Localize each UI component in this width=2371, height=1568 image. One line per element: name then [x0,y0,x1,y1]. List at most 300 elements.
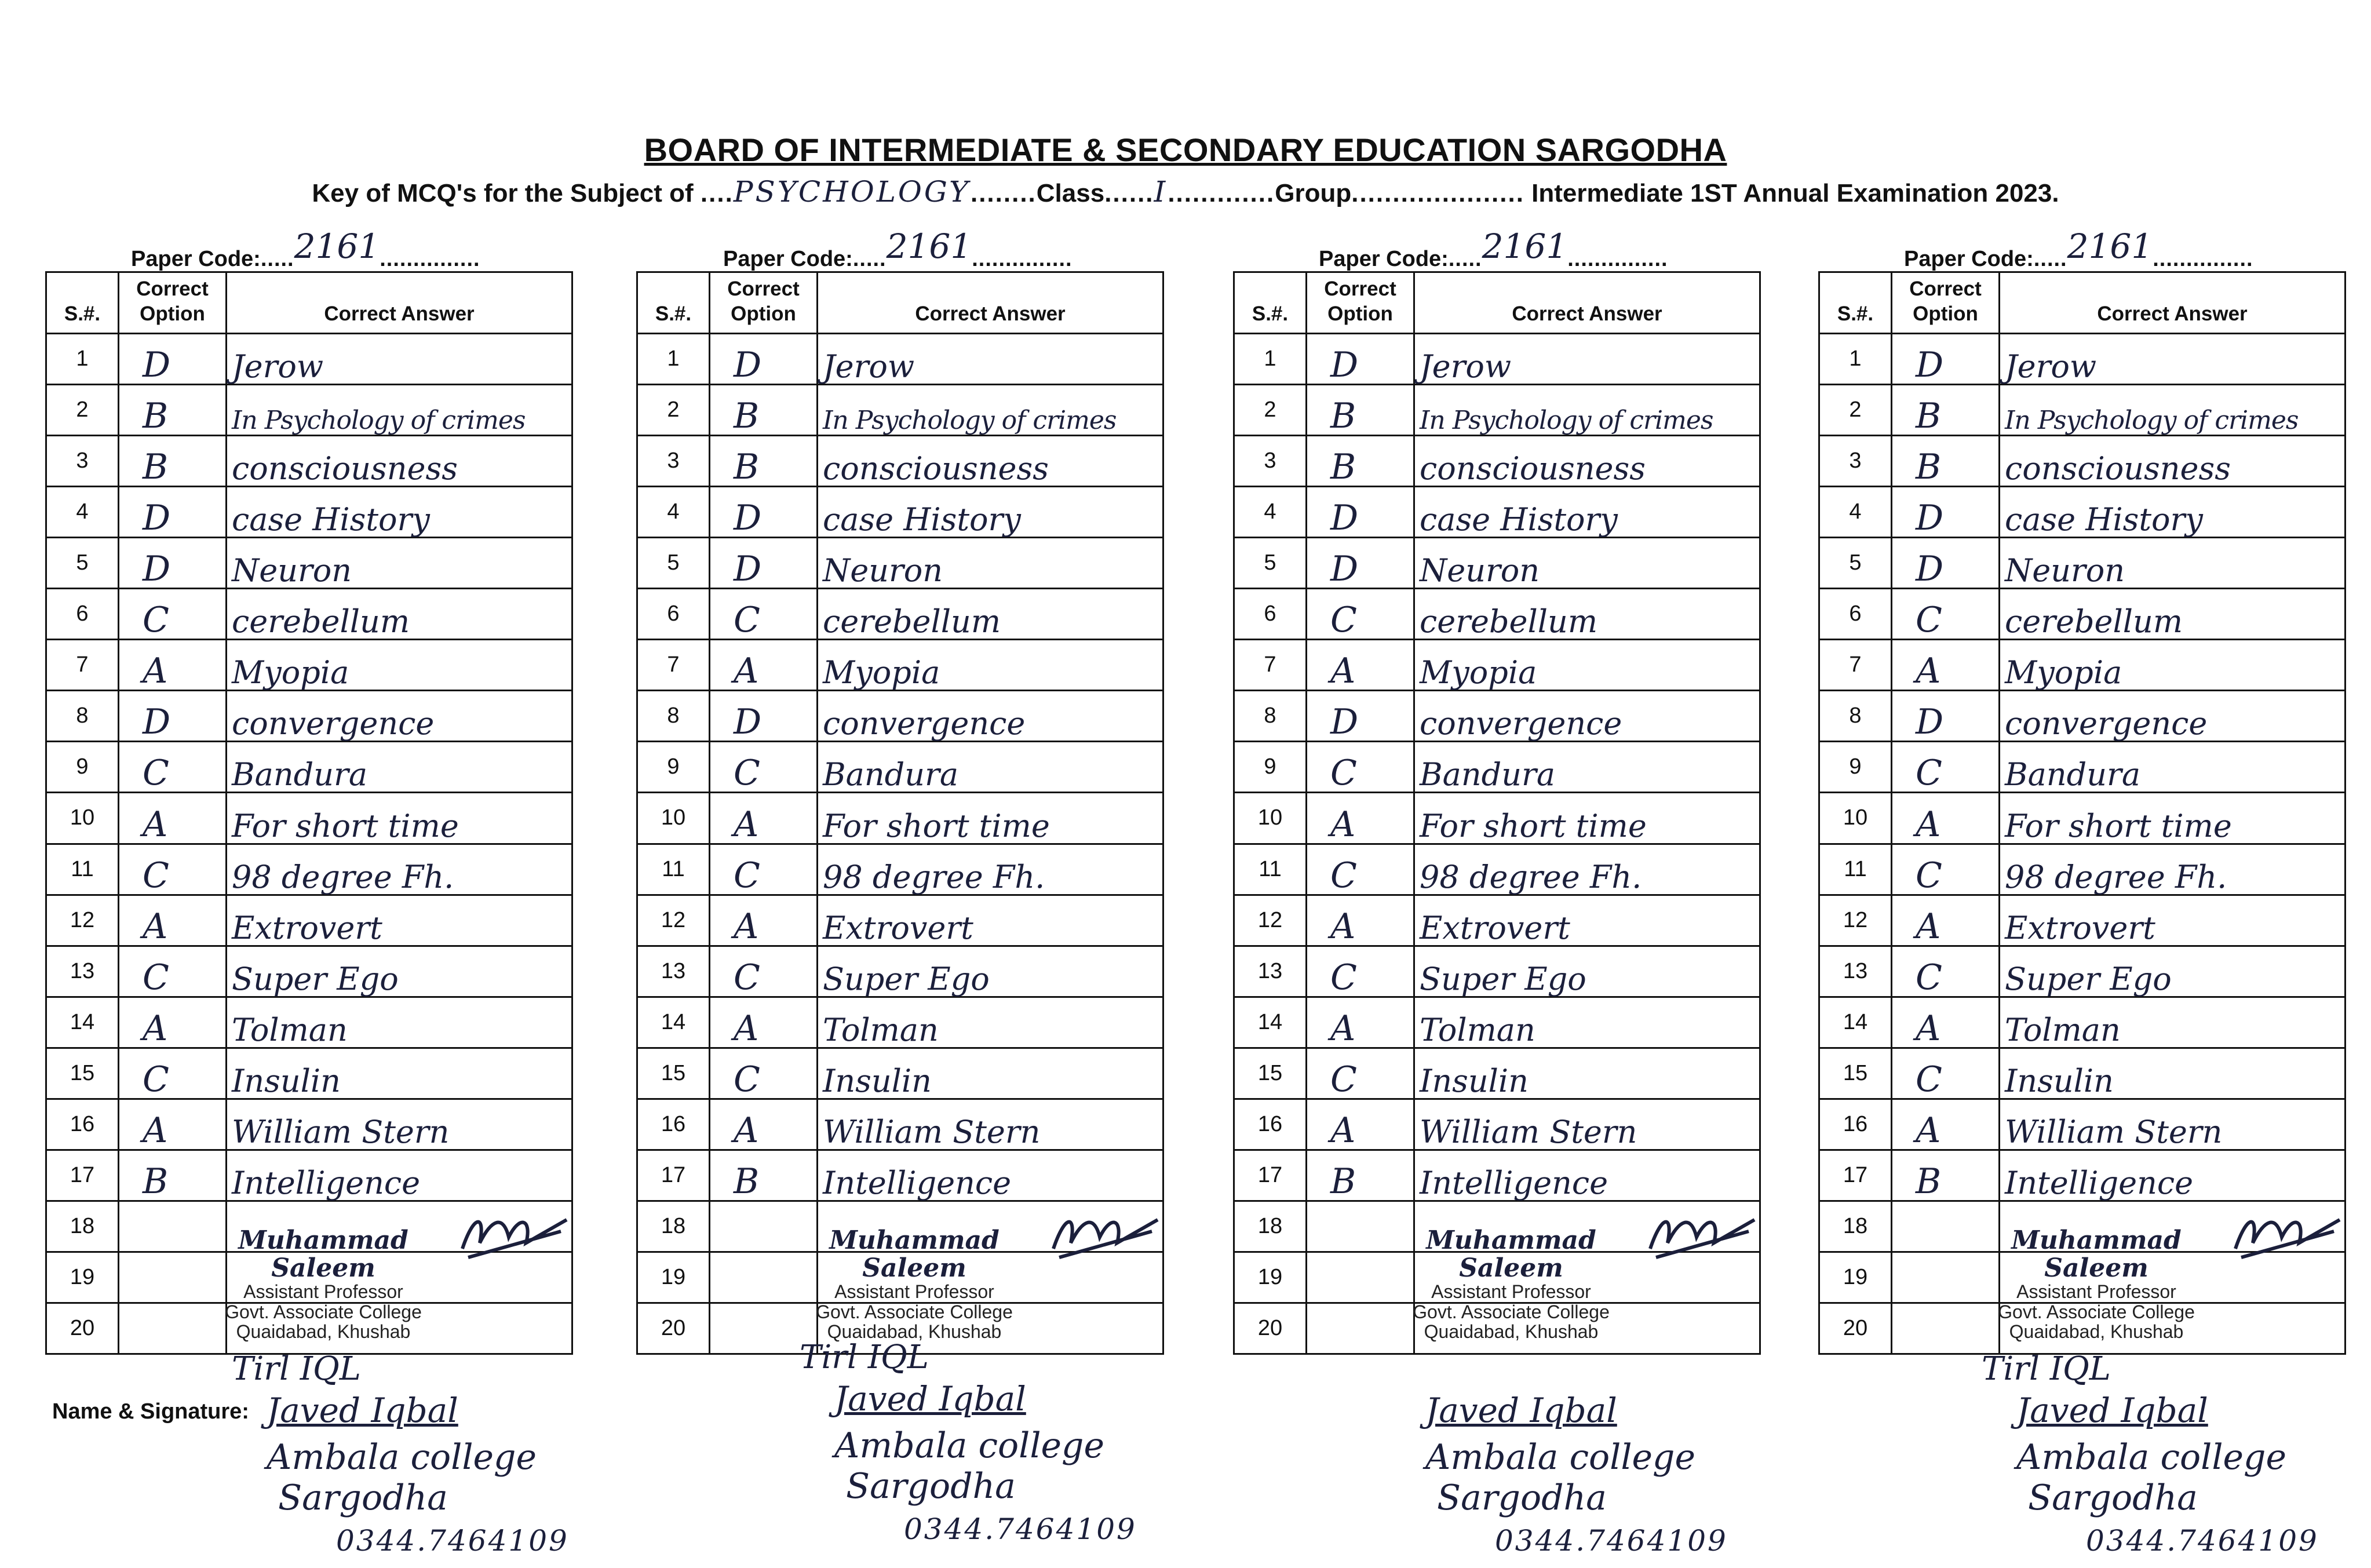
correct-option: A [119,640,227,691]
correct-answer: case History [2000,487,2346,538]
paper-code: Paper Code:.....2161............... [1904,227,2253,271]
serial-number: 2 [1234,385,1307,436]
header-correct-answer: Correct Answer [818,272,1163,334]
serial-number: 20 [46,1303,119,1354]
correct-answer: Intelligence [818,1150,1163,1201]
correct-answer: Insulin [227,1048,572,1099]
correct-answer: cerebellum [818,589,1163,640]
serial-number: 9 [1234,742,1307,793]
correct-answer: For short time [227,793,572,844]
serial-number: 11 [637,844,710,895]
stamp-signature-scribble [2230,1202,2346,1266]
serial-number: 12 [46,895,119,946]
serial-number: 8 [637,691,710,742]
correct-option: C [1307,1048,1414,1099]
serial-number: 3 [46,436,119,487]
correct-answer: Jerow [1414,334,1760,385]
table-row [637,640,1163,691]
correct-option: D [119,487,227,538]
serial-number: 20 [1819,1303,1892,1354]
correct-option: C [1307,742,1414,793]
correct-option: D [1307,334,1414,385]
correct-option: B [1307,1150,1414,1201]
correct-option: A [710,640,818,691]
correct-option: C [1892,742,2000,793]
table-row [1234,946,1760,997]
table-row [637,895,1163,946]
class-label: Class [1036,179,1105,207]
correct-option: D [1892,487,2000,538]
table-row [637,742,1163,793]
serial-number: 5 [637,538,710,589]
table-row [1234,1048,1760,1099]
serial-number: 15 [637,1048,710,1099]
correct-answer: consciousness [2000,436,2346,487]
correct-option: A [1307,895,1414,946]
serial-number: 10 [1819,793,1892,844]
correct-answer: Extrovert [1414,895,1760,946]
signature-name: Javed Iqbal [1425,1391,1617,1430]
serial-number: 7 [1819,640,1892,691]
stamp-designation: Assistant Professor [834,1281,994,1303]
table-row [1819,1150,2346,1201]
serial-number: 10 [637,793,710,844]
correct-answer: Intelligence [2000,1150,2346,1201]
signature-college: Ambala college [267,1437,537,1478]
correct-option: D [119,691,227,742]
table-row [1234,385,1760,436]
correct-option: D [1892,538,2000,589]
correct-answer: Insulin [1414,1048,1760,1099]
correct-answer: William Stern [2000,1099,2346,1150]
teacher-signature [1982,1350,2352,1565]
table-row [1819,640,2346,691]
table-row [1234,640,1760,691]
correct-answer: Super Ego [1414,946,1760,997]
correct-option: C [1307,844,1414,895]
table-row [637,589,1163,640]
signature-name: Javed Iqbal [834,1379,1026,1419]
serial-number: 1 [1819,334,1892,385]
serial-number: 8 [1819,691,1892,742]
table-row [637,1150,1163,1201]
serial-number: 5 [46,538,119,589]
serial-number: 19 [1234,1252,1307,1303]
serial-number: 9 [1819,742,1892,793]
table-row [1234,793,1760,844]
correct-option: C [1892,844,2000,895]
serial-number: 1 [1234,334,1307,385]
signature-initial: Tirl IQL [800,1339,929,1376]
stamp-location: Quaidabad, Khushab [827,1321,1002,1343]
table-row [46,385,572,436]
correct-answer: For short time [818,793,1163,844]
professor-stamp [1975,1227,2218,1342]
correct-answer: Super Ego [2000,946,2346,997]
correct-answer: convergence [227,691,572,742]
signature-phone: 0344.7464109 [2086,1524,2319,1558]
table-row [637,1099,1163,1150]
serial-number: 3 [637,436,710,487]
signature-college: Ambala college [1425,1437,1695,1478]
table-row [637,538,1163,589]
table-row [637,334,1163,385]
correct-answer: William Stern [1414,1099,1760,1150]
correct-option: B [1892,385,2000,436]
correct-answer: Super Ego [227,946,572,997]
teacher-signature [1391,1350,1761,1565]
correct-answer: case History [227,487,572,538]
serial-number: 15 [1819,1048,1892,1099]
paper-code: Paper Code:.....2161............... [723,227,1073,271]
answer-key-table [1233,271,1761,1355]
serial-number: 2 [1819,385,1892,436]
subject-value: PSYCHOLOGY [733,175,971,209]
correct-option: B [710,436,818,487]
serial-number: 8 [46,691,119,742]
correct-answer: convergence [1414,691,1760,742]
stamp-name: Muhammad Saleem [2011,1226,2182,1283]
serial-number: 18 [46,1201,119,1252]
signature-initial: Tirl IQL [232,1350,361,1388]
correct-answer: consciousness [227,436,572,487]
correct-option: D [1892,691,2000,742]
table-row [637,946,1163,997]
stamp-signature-scribble [1644,1202,1760,1266]
serial-number: 16 [1819,1099,1892,1150]
table-row [637,793,1163,844]
signature-college: Ambala college [834,1425,1104,1466]
correct-option: A [1892,793,2000,844]
answer-key-table [45,271,573,1355]
answer-key-table [636,271,1164,1355]
correct-answer: Myopia [2000,640,2346,691]
correct-option: B [710,1150,818,1201]
correct-answer: Bandura [818,742,1163,793]
serial-number: 6 [46,589,119,640]
correct-answer: 98 degree Fh. [2000,844,2346,895]
signature-name: Javed Iqbal [2016,1391,2208,1430]
correct-option: A [119,1099,227,1150]
correct-answer: consciousness [818,436,1163,487]
serial-number: 8 [1234,691,1307,742]
table-row [1234,334,1760,385]
serial-number: 6 [1234,589,1307,640]
paper-code: Paper Code:.....2161............... [131,227,480,271]
stamp-signature-scribble [1048,1202,1163,1266]
correct-option: D [1307,691,1414,742]
correct-answer: Bandura [227,742,572,793]
table-row [1819,793,2346,844]
correct-option: C [119,589,227,640]
correct-answer: Intelligence [1414,1150,1760,1201]
stamp-location: Quaidabad, Khushab [236,1321,411,1343]
serial-number: 18 [1819,1201,1892,1252]
serial-number: 13 [637,946,710,997]
table-row [1819,538,2346,589]
serial-number: 16 [637,1099,710,1150]
serial-number: 17 [1819,1150,1892,1201]
serial-number: 13 [1819,946,1892,997]
serial-number: 7 [637,640,710,691]
serial-number: 7 [1234,640,1307,691]
paper-code-value: 2161 [886,227,972,266]
serial-number: 14 [1234,997,1307,1048]
table-row [46,436,572,487]
correct-answer: Jerow [818,334,1163,385]
stamp-signature-scribble [457,1202,572,1266]
correct-option: C [710,844,818,895]
correct-answer: convergence [818,691,1163,742]
correct-answer: Insulin [818,1048,1163,1099]
serial-number: 18 [637,1201,710,1252]
correct-option: D [710,487,818,538]
table-row [46,1048,572,1099]
serial-number: 11 [46,844,119,895]
header-correct-option: Correct Option [710,272,818,334]
serial-number: 1 [637,334,710,385]
correct-option: C [710,1048,818,1099]
serial-number: 1 [46,334,119,385]
serial-number: 20 [1234,1303,1307,1354]
table-row [637,385,1163,436]
correct-option: D [710,538,818,589]
correct-answer: case History [818,487,1163,538]
header-serial: S.#. [1234,272,1307,334]
table-row [637,691,1163,742]
table-row [46,997,572,1048]
correct-option: C [1307,589,1414,640]
table-row [1819,946,2346,997]
serial-number: 14 [637,997,710,1048]
teacher-signature [800,1339,1170,1553]
table-row [1234,436,1760,487]
correct-answer: 98 degree Fh. [818,844,1163,895]
table-row [46,589,572,640]
paper-code-label: Paper Code: [131,247,261,271]
stamp-college: Govt. Associate College [1413,1301,1610,1322]
correct-answer: Neuron [818,538,1163,589]
signature-city: Sargodha [846,1466,1016,1507]
serial-number: 14 [46,997,119,1048]
serial-number: 2 [46,385,119,436]
header-correct-option: Correct Option [119,272,227,334]
correct-option: C [1892,1048,2000,1099]
document-subtitle: Key of MCQ's for the Subject of ....PSYCHOLOGY........Class......I.............Group..................... Intermediate 1ST Annual Examination 2023. [312,175,2059,209]
correct-option: A [119,793,227,844]
signature-city: Sargodha [278,1478,448,1518]
correct-option: A [1892,997,2000,1048]
correct-answer: For short time [2000,793,2346,844]
correct-option: A [710,793,818,844]
table-row [1234,895,1760,946]
correct-option: B [1307,385,1414,436]
signature-name: Javed Iqbal [267,1391,458,1430]
signature-city: Sargodha [1437,1478,1607,1518]
stamp-location: Quaidabad, Khushab [1424,1321,1599,1343]
table-row [1819,895,2346,946]
correct-answer: Myopia [818,640,1163,691]
serial-number: 12 [1819,895,1892,946]
serial-number: 5 [1819,538,1892,589]
serial-number: 2 [637,385,710,436]
correct-answer: cerebellum [2000,589,2346,640]
table-header-row [1819,272,2346,334]
header-serial: S.#. [46,272,119,334]
table-row [1819,436,2346,487]
serial-number: 10 [46,793,119,844]
serial-number: 19 [637,1252,710,1303]
correct-option: D [710,334,818,385]
professor-stamp [793,1227,1036,1342]
correct-option: A [710,997,818,1048]
serial-number: 11 [1234,844,1307,895]
table-row [1234,1150,1760,1201]
serial-number: 15 [1234,1048,1307,1099]
correct-option: A [119,997,227,1048]
table-row [46,793,572,844]
correct-answer: Tolman [227,997,572,1048]
correct-option: D [119,538,227,589]
serial-number: 9 [637,742,710,793]
correct-answer: Myopia [1414,640,1760,691]
table-row [1819,844,2346,895]
correct-answer: William Stern [227,1099,572,1150]
table-row [46,742,572,793]
serial-number: 15 [46,1048,119,1099]
table-row [1819,1099,2346,1150]
correct-answer: Neuron [2000,538,2346,589]
table-row [1819,997,2346,1048]
correct-option: A [1307,640,1414,691]
correct-answer: 98 degree Fh. [227,844,572,895]
table-row [1234,487,1760,538]
serial-number: 20 [637,1303,710,1354]
teacher-signature [232,1350,603,1565]
correct-answer: Tolman [2000,997,2346,1048]
correct-option: C [1307,946,1414,997]
correct-option: B [1307,436,1414,487]
correct-answer: Bandura [2000,742,2346,793]
table-row [637,997,1163,1048]
table-row [1234,691,1760,742]
serial-number: 12 [1234,895,1307,946]
correct-option: C [710,742,818,793]
correct-answer: Tolman [1414,997,1760,1048]
correct-option: D [1307,487,1414,538]
correct-answer: cerebellum [227,589,572,640]
correct-option: A [1892,1099,2000,1150]
signature-initial: Tirl IQL [1982,1350,2111,1388]
stamp-designation: Assistant Professor [1431,1281,1591,1303]
correct-option: D [119,334,227,385]
correct-option: B [119,1150,227,1201]
stamp-designation: Assistant Professor [2016,1281,2176,1303]
paper-code-label: Paper Code: [1319,247,1449,271]
correct-answer: Neuron [1414,538,1760,589]
correct-answer: case History [1414,487,1760,538]
paper-code-value: 2161 [294,227,380,266]
table-header-row [1234,272,1760,334]
professor-stamp [202,1227,445,1342]
correct-answer: In Psychology of crimes [818,385,1163,436]
correct-answer: Tolman [818,997,1163,1048]
table-row [46,946,572,997]
paper-code-label: Paper Code: [723,247,853,271]
paper-code-value: 2161 [2067,227,2153,266]
serial-number: 3 [1234,436,1307,487]
serial-number: 4 [637,487,710,538]
signature-phone: 0344.7464109 [1495,1524,1728,1558]
correct-option: B [1892,1150,2000,1201]
header-correct-answer: Correct Answer [227,272,572,334]
serial-number: 9 [46,742,119,793]
table-row [637,487,1163,538]
serial-number: 6 [637,589,710,640]
header-correct-answer: Correct Answer [1414,272,1760,334]
signature-phone: 0344.7464109 [336,1524,569,1558]
correct-option: C [710,589,818,640]
table-header-row [46,272,572,334]
serial-number: 17 [637,1150,710,1201]
correct-option: B [119,385,227,436]
correct-answer: In Psychology of crimes [227,385,572,436]
correct-option: C [119,1048,227,1099]
answer-key-table [1818,271,2346,1355]
header-correct-option: Correct Option [1892,272,2000,334]
correct-option: D [1892,334,2000,385]
correct-option: C [710,946,818,997]
correct-answer: consciousness [1414,436,1760,487]
correct-option: C [1892,946,2000,997]
stamp-name: Muhammad Saleem [238,1226,408,1283]
correct-option: A [710,1099,818,1150]
correct-answer: convergence [2000,691,2346,742]
table-row [1234,742,1760,793]
correct-option: C [119,946,227,997]
paper-code: Paper Code:.....2161............... [1319,227,1668,271]
serial-number: 4 [1819,487,1892,538]
correct-option: A [1307,1099,1414,1150]
table-row [637,844,1163,895]
correct-answer: cerebellum [1414,589,1760,640]
serial-number: 17 [1234,1150,1307,1201]
correct-answer: Extrovert [818,895,1163,946]
serial-number: 16 [1234,1099,1307,1150]
header-serial: S.#. [1819,272,1892,334]
correct-answer: For short time [1414,793,1760,844]
signature-label: Name & Signature: [52,1399,249,1424]
signature-college: Ambala college [2016,1437,2286,1478]
correct-answer: 98 degree Fh. [1414,844,1760,895]
table-row [46,538,572,589]
stamp-designation: Assistant Professor [243,1281,403,1303]
table-row [637,436,1163,487]
serial-number: 7 [46,640,119,691]
correct-option: A [119,895,227,946]
correct-option: A [710,895,818,946]
table-row [1819,487,2346,538]
table-row [1819,691,2346,742]
correct-answer: Super Ego [818,946,1163,997]
table-row [46,334,572,385]
paper-code-value: 2161 [1482,227,1568,266]
table-row [1234,589,1760,640]
serial-number: 11 [1819,844,1892,895]
header-serial: S.#. [637,272,710,334]
correct-option: C [1892,589,2000,640]
correct-answer: In Psychology of crimes [1414,385,1760,436]
